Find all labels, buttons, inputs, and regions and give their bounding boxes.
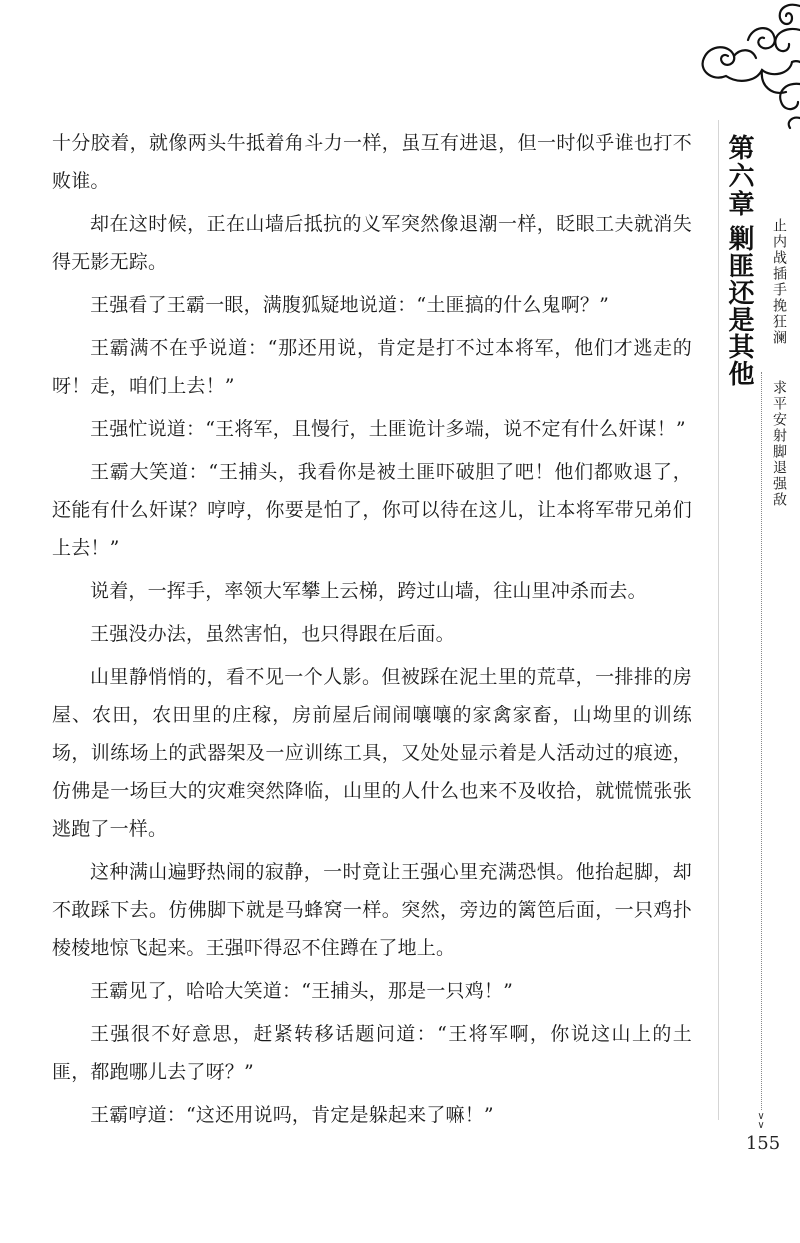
margin-divider-line	[718, 120, 719, 1120]
chapter-title: 剿匪还是其他	[724, 225, 754, 387]
paragraph-10: 这种满山遍野热闹的寂静，一时竟让王强心里充满恐惧。他抬起脚，却不敢踩下去。仿佛脚下就是马蜂窝一样。突然，旁边的篱笆后面，一只鸡扑棱棱地惊飞起来。王强吓得忍不住蹲在了地上。	[52, 861, 692, 959]
paragraph-4: 王霸满不在乎说道：“那还用说，肯定是打不过本将军，他们才逃走的呀！走，咱们上去！”	[52, 337, 692, 397]
paragraph-5: 王强忙说道：“王将军，且慢行，土匪诡计多端，说不定有什么奸谋！”	[90, 418, 686, 440]
paragraph-8: 王强没办法，虽然害怕，也只得跟在后面。	[90, 623, 455, 645]
paragraph-3: 王强看了王霸一眼，满腹狐疑地说道：“土匪搞的什么鬼啊？”	[90, 294, 610, 316]
chapter-number: 第六章	[724, 134, 754, 218]
paragraph-7: 说着，一挥手，率领大军攀上云梯，跨过山墙，往山里冲杀而去。	[90, 580, 647, 602]
paragraph-13: 王霸哼道：“这还用说吗，肯定是躲起来了嘛！”	[90, 1104, 494, 1126]
paragraph-6: 王霸大笑道：“王捕头，我看你是被土匪吓破胆了吧！他们都败退了，还能有什么奸谋？哼哼，你要是怕了，你可以待在这儿，让本将军带兄弟们上去！”	[52, 461, 692, 559]
paragraph-9: 山里静悄悄的，看不见一个人影。但被踩在泥土里的荒草，一排排的房屋、农田，农田里的庄稼，房前屋后闹闹嚷嚷的家禽家畜，山坳里的训练场，训练场上的武器架及一应训练工具，又处处显示着是人活动过的痕迹，仿佛是一场巨大的灾难突然降临，山里的人什么也来不及收拾，就慌慌张张逃跑了一样。	[52, 666, 692, 840]
auspicious-cloud-icon	[700, 0, 800, 135]
dotted-leader-line	[761, 372, 763, 1110]
paragraph-11: 王霸见了，哈哈大笑道：“王捕头，那是一只鸡！”	[90, 980, 514, 1002]
paragraph-2: 却在这时候，正在山墙后抵抗的义军突然像退潮一样，眨眼工夫就消失得无影无踪。	[52, 213, 692, 273]
paragraph-1: 十分胶着，就像两头牛抵着角斗力一样，虽互有进退，但一时似乎谁也打不败谁。	[52, 132, 692, 192]
body-text	[52, 124, 692, 1139]
page-number: 155	[745, 1133, 781, 1154]
section-subtitle-2: 求平安射脚退强敌	[771, 380, 787, 508]
chevron-down-icon: ∨ ∨	[757, 1111, 765, 1131]
paragraph-12: 王强很不好意思，赶紧转移话题问道：“王将军啊，你说这山上的土匪，都跑哪儿去了呀？”	[52, 1023, 692, 1083]
section-subtitle-1: 止内战插手挽狂澜	[771, 218, 787, 346]
